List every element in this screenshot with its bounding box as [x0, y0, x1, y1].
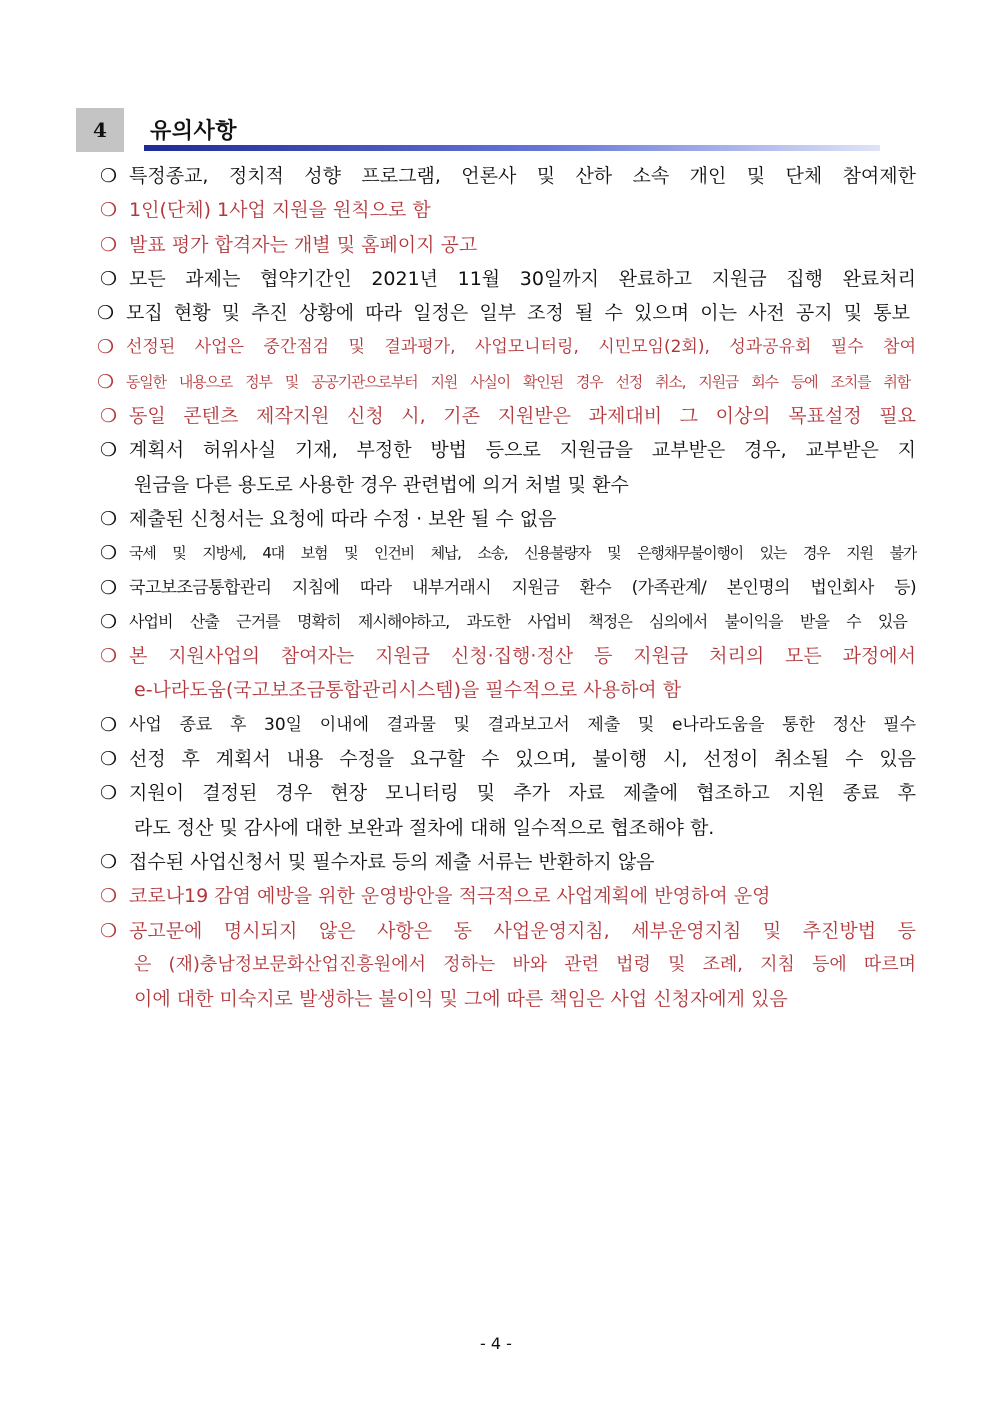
item-text: 제출된 신청서는 요청에 따라 수정 · 보완 될 수 없음	[129, 507, 557, 530]
section-heading	[76, 108, 880, 152]
item-text: 이에 대한 미숙지로 발생하는 불이익 및 그에 따른 책임은 사업 신청자에게 있음	[134, 988, 788, 1011]
list-item	[0, 295, 992, 329]
item-text: 사업 종료 후 30일 이내에 결과물 및 결과보고서 제출 및 e나라도움을 통한 정산 필수	[129, 714, 916, 735]
notice-list	[0, 158, 992, 1015]
list-item	[0, 329, 992, 363]
item-text: 코로나19 감염 예방을 위한 운영방안을 적극적으로 사업계획에 반영하여 운영	[129, 885, 771, 908]
item-text: 공고문에 명시되지 않은 사항은 동 사업운영지침, 세부운영지침 및 추진방법 등	[129, 919, 916, 942]
circle-bullet-icon: ❍	[100, 645, 118, 668]
list-item	[0, 227, 992, 261]
circle-bullet-icon: ❍	[100, 233, 118, 256]
list-item	[0, 913, 992, 947]
list-item	[0, 844, 992, 878]
item-text: 원금을 다른 용도로 사용한 경우 관련법에 의거 처벌 및 환수	[134, 473, 629, 496]
list-item	[0, 878, 992, 912]
circle-bullet-icon: ❍	[100, 610, 118, 633]
list-item	[0, 638, 992, 672]
item-text: 동일 콘텐츠 제작지원 신청 시, 기존 지원받은 과제대비 그 이상의 목표설정 필요	[129, 405, 916, 428]
circle-bullet-icon: ❍	[100, 748, 118, 771]
section-number: 4	[76, 108, 124, 152]
circle-bullet-icon: ❍	[100, 713, 118, 736]
list-item	[0, 604, 992, 638]
page-number: - 4 -	[480, 1334, 512, 1353]
circle-bullet-icon: ❍	[100, 507, 118, 530]
item-text: 모집 현황 및 추진 상황에 따라 일정은 일부 조정 될 수 있으며 이는 사전 공지 및 통보	[126, 302, 910, 325]
circle-bullet-icon: ❍	[100, 267, 118, 290]
circle-bullet-icon: ❍	[97, 370, 115, 393]
list-item	[0, 364, 992, 398]
list-item	[0, 432, 992, 466]
list-item	[0, 741, 992, 775]
list-item	[0, 158, 992, 192]
list-item	[0, 775, 992, 809]
circle-bullet-icon: ❍	[100, 919, 118, 942]
circle-bullet-icon: ❍	[100, 885, 118, 908]
item-text: 선정된 사업은 중간점검 및 결과평가, 사업모니터링, 시민모임(2회), 성과공유회 필수 참여	[126, 337, 916, 358]
circle-bullet-icon: ❍	[100, 576, 118, 599]
item-text: 동일한 내용으로 정부 및 공공기관으로부터 지원 사실이 확인된 경우 선정 취소, 지원금 회수 등에 조치를 취함	[126, 372, 910, 391]
list-item-continuation	[0, 981, 992, 1015]
list-item	[0, 501, 992, 535]
heading-underline	[144, 145, 880, 151]
item-text: 본 지원사업의 참여자는 지원금 신청·집행·정산 등 지원금 처리의 모든 과정에서	[129, 645, 916, 668]
circle-bullet-icon: ❍	[97, 336, 115, 359]
list-item	[0, 192, 992, 226]
section-title: 유의사항	[150, 119, 238, 144]
list-item-continuation	[0, 672, 992, 706]
list-item-continuation	[0, 467, 992, 501]
item-text: 특정종교, 정치적 성향 프로그램, 언론사 및 산하 소속 개인 및 단체 참여제한	[129, 165, 916, 187]
list-item	[0, 398, 992, 432]
item-text: 국고보조금통합관리 지침에 따라 내부거래시 지원금 환수 (가족관계/ 본인명의 법인회사 등)	[129, 577, 916, 598]
list-item-continuation	[0, 947, 992, 981]
list-item	[0, 570, 992, 604]
item-text: 발표 평가 합격자는 개별 및 홈페이지 공고	[129, 233, 478, 256]
circle-bullet-icon: ❍	[100, 165, 118, 187]
item-text: e-나라도움(국고보조금통합관리시스템)을 필수적으로 사용하여 함	[134, 679, 682, 702]
item-text: 지원이 결정된 경우 현장 모니터링 및 추가 자료 제출에 협조하고 지원 종료 후	[129, 782, 916, 805]
item-text: 국세 및 지방세, 4대 보험 및 인건비 체납, 소송, 신용불량자 및 은행채무불이행이 있는 경우 지원 불가	[129, 544, 916, 563]
item-text: 선정 후 계획서 내용 수정을 요구할 수 있으며, 불이행 시, 선정이 취소될 수 있음	[129, 748, 916, 771]
item-text: 접수된 사업신청서 및 필수자료 등의 제출 서류는 반환하지 않음	[129, 850, 655, 873]
circle-bullet-icon: ❍	[100, 405, 118, 428]
circle-bullet-icon: ❍	[100, 782, 118, 805]
circle-bullet-icon: ❍	[97, 302, 115, 325]
circle-bullet-icon: ❍	[100, 542, 118, 565]
item-text: 라도 정산 및 감사에 대한 보완과 절차에 대해 일수적으로 협조해야 함.	[134, 816, 715, 839]
circle-bullet-icon: ❍	[100, 199, 118, 222]
circle-bullet-icon: ❍	[100, 439, 118, 462]
item-text: 사업비 산출 근거를 명확히 제시해야하고, 과도한 사업비 책정은 심의에서 불이익을 받을 수 있음	[129, 611, 907, 631]
item-text: 1인(단체) 1사업 지원을 원칙으로 함	[129, 199, 431, 222]
list-item-continuation	[0, 810, 992, 844]
item-text: 은 (재)충남정보문화산업진흥원에서 정하는 바와 관련 법령 및 조례, 지침 등에 따르며	[134, 953, 916, 975]
list-item	[0, 707, 992, 741]
item-text: 모든 과제는 협약기간인 2021년 11월 30일까지 완료하고 지원금 집행 완료처리	[129, 267, 916, 290]
list-item	[0, 535, 992, 569]
circle-bullet-icon: ❍	[100, 850, 118, 873]
item-text: 계획서 허위사실 기재, 부정한 방법 등으로 지원금을 교부받은 경우, 교부받은 지	[129, 439, 916, 462]
list-item	[0, 261, 992, 295]
